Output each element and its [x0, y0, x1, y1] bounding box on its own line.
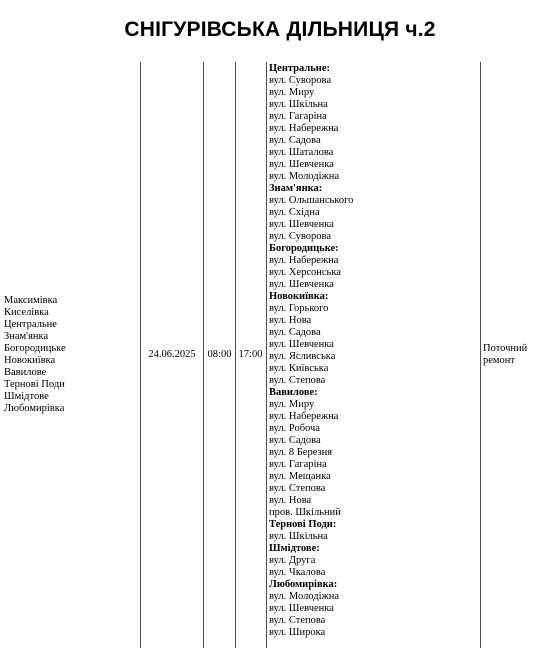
settlement-heading: Новокиївка:: [269, 291, 329, 302]
village-name: Киселівка: [4, 307, 49, 318]
village-name: Знам'янка: [4, 331, 49, 342]
street-name: вул. Молодіжна: [269, 171, 340, 182]
street-name: вул. Степова: [269, 483, 326, 494]
street-name: вул. Шевченка: [269, 339, 334, 350]
street-name: вул. Шевченка: [269, 279, 334, 290]
reason-cell: [483, 62, 559, 648]
street-name: вул. Набережна: [269, 255, 339, 266]
street-name: вул. Степова: [269, 375, 326, 386]
street-name: вул. Друга: [269, 555, 316, 566]
settlement-heading: Вавилове:: [269, 387, 318, 398]
settlement-heading: Любомирівка:: [269, 579, 338, 590]
street-name: вул. Широка: [269, 627, 326, 638]
village-name: Тернові Поди: [4, 379, 65, 390]
document-title: СНІГУРІВСЬКА ДІЛЬНИЦЯ ч.2: [124, 18, 436, 41]
street-name: вул. Шаталова: [269, 147, 334, 158]
street-name: вул. Молодіжна: [269, 591, 340, 602]
street-name: вул. Робоча: [269, 423, 320, 434]
street-name: вул. Шевченка: [269, 159, 334, 170]
village-name: Центральне: [4, 319, 57, 330]
street-name: вул. Миру: [269, 399, 315, 410]
street-name: вул. 8 Березня: [269, 447, 333, 458]
street-name: вул. Київська: [269, 363, 329, 374]
street-name: вул. Нова: [269, 495, 312, 506]
street-name: вул. Гагаріна: [269, 459, 327, 470]
settlement-heading: Богородицьке:: [269, 243, 339, 254]
outage-table: [0, 62, 560, 648]
village-name: Богородицьке: [4, 343, 66, 354]
street-name: вул. Садова: [269, 435, 321, 446]
street-name: вул. Мещанка: [269, 471, 331, 482]
column-divider: [266, 62, 267, 648]
villages-list: [4, 295, 66, 415]
street-name: вул. Садова: [269, 135, 321, 146]
village-name: Новокиївка: [4, 355, 56, 366]
street-name: вул. Гагаріна: [269, 111, 327, 122]
column-divider: [480, 62, 481, 648]
time-from: 08:00: [207, 349, 232, 360]
village-name: Максимівка: [4, 295, 58, 306]
street-name: вул. Набережна: [269, 123, 339, 134]
street-name: пров. Шкільний: [269, 507, 341, 518]
village-name: Любомирівка: [4, 403, 65, 414]
streets-list: [269, 63, 353, 639]
street-name: вул. Суворова: [269, 231, 331, 242]
street-name: вул. Чкалова: [269, 567, 326, 578]
time-to: 17:00: [238, 349, 263, 360]
settlement-heading: Знам'янка:: [269, 183, 323, 194]
settlement-heading: Центральне:: [269, 63, 330, 74]
street-name: вул. Горького: [269, 303, 329, 314]
street-name: вул. Херсонська: [269, 267, 341, 278]
settlement-heading: Тернові Поди:: [269, 519, 337, 530]
reason-line: Поточний: [483, 343, 528, 354]
village-name: Шмідтове: [4, 391, 49, 402]
street-name: вул. Набережна: [269, 411, 339, 422]
reason-line: ремонт: [483, 355, 516, 366]
villages-cell: [4, 62, 138, 648]
street-name: вул. Ясливська: [269, 351, 336, 362]
outage-date: 24.06.2025: [148, 349, 196, 360]
street-name: вул. Шкільна: [269, 99, 328, 110]
street-name: вул. Миру: [269, 87, 315, 98]
street-name: вул. Шевченка: [269, 219, 334, 230]
streets-cell: [269, 62, 479, 648]
street-name: вул. Шкільна: [269, 531, 328, 542]
time-to-cell: [236, 62, 265, 648]
street-name: вул. Ольшанського: [269, 195, 354, 206]
village-name: Вавилове: [4, 367, 47, 378]
settlement-heading: Шмідтове:: [269, 543, 320, 554]
date-cell: [141, 62, 203, 648]
street-name: вул. Степова: [269, 615, 326, 626]
street-name: вул. Східна: [269, 207, 320, 218]
street-name: вул. Нова: [269, 315, 312, 326]
street-name: вул. Садова: [269, 327, 321, 338]
street-name: вул. Суворова: [269, 75, 331, 86]
street-name: вул. Шевченка: [269, 603, 334, 614]
time-from-cell: [204, 62, 235, 648]
